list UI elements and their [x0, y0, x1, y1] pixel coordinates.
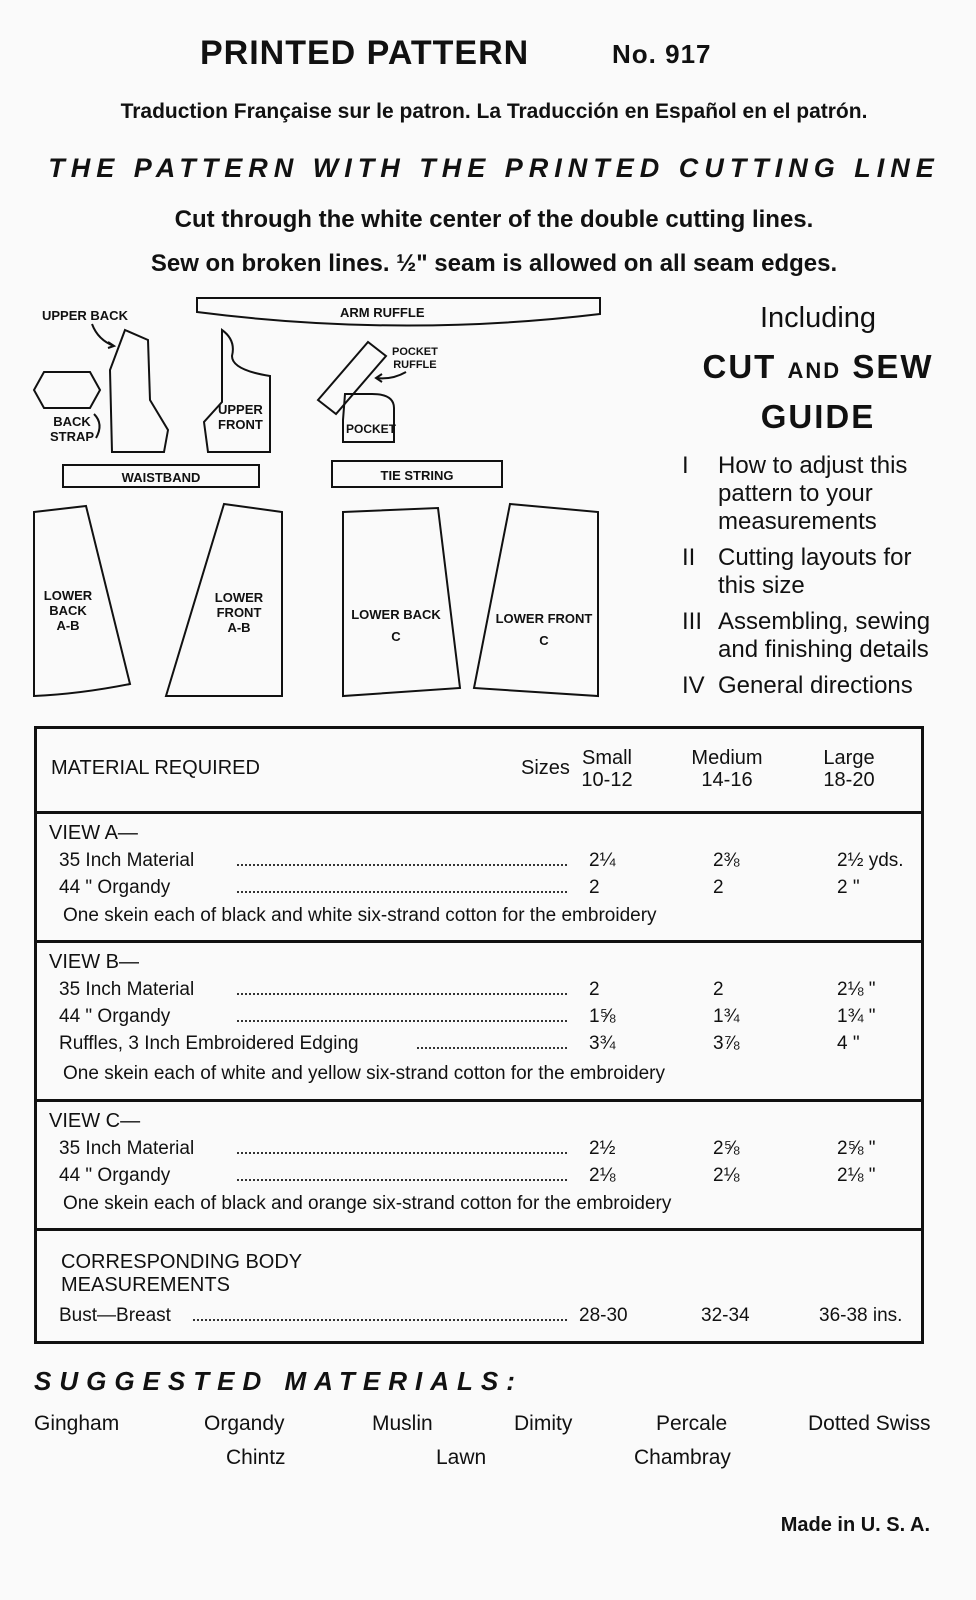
label-pocket-ruffle-line1: POCKET	[392, 346, 438, 358]
cell-large: 1¾ "	[837, 1006, 876, 1027]
guide-and: AND	[787, 358, 842, 383]
cell-small: 2¼	[589, 850, 616, 871]
upper-front-piece	[204, 330, 270, 452]
cell-small: 2⅛	[589, 1165, 616, 1186]
table-row	[37, 850, 921, 878]
suggested-item: Lawn	[436, 1446, 487, 1469]
sizes-label: Sizes	[521, 757, 570, 779]
guide-item-number: II	[682, 544, 696, 571]
label-lower-front-ab-line2: FRONT	[216, 605, 262, 620]
cell-medium: 2	[713, 979, 724, 1000]
translation-note: Traduction Française sur le patron. La Traducción en Español en el patrón.	[120, 100, 868, 123]
label-upper-front-line1: UPPER	[218, 402, 263, 417]
suggested-heading: SUGGESTED MATERIALS:	[34, 1366, 523, 1396]
instruction-cut: Cut through the white center of the double cutting lines.	[174, 206, 814, 233]
view-c-note: One skein each of black and orange six-strand cotton for the embroidery	[63, 1193, 672, 1214]
cell-small: 28-30	[579, 1305, 628, 1326]
cell-large: 2⅛ "	[837, 979, 876, 1000]
cell-small: 1⅝	[589, 1006, 616, 1027]
guide-item	[682, 544, 952, 600]
guide-cut-and-sew	[680, 348, 956, 386]
guide-item-text: Cutting layouts for this size	[718, 544, 912, 599]
guide-item	[682, 672, 952, 700]
lower-front-c-piece	[474, 504, 598, 696]
table-row	[37, 1165, 921, 1193]
label-pocket-ruffle	[392, 346, 438, 372]
size-small	[575, 747, 639, 791]
material-heading: MATERIAL REQUIRED	[51, 757, 260, 779]
cell-medium: 2	[713, 877, 724, 898]
upper-back-piece	[110, 330, 168, 452]
row-label: 35 Inch Material	[59, 850, 195, 871]
cell-large: 2⅝ "	[837, 1138, 876, 1159]
label-back-strap-line2: STRAP	[50, 429, 95, 444]
dot-leader	[237, 1020, 567, 1022]
guide-item-text: General directions	[718, 672, 913, 699]
guide-including: Including	[759, 302, 877, 334]
body-measurements-section	[37, 1231, 921, 1341]
table-row	[37, 1138, 921, 1166]
material-table	[34, 726, 924, 1344]
label-lower-back-ab-line3: A-B	[56, 618, 80, 633]
label-upper-front-line2: FRONT	[218, 417, 263, 432]
size-small-name: Small	[581, 747, 632, 769]
label-lower-back-c	[346, 604, 446, 648]
cell-medium: 2⅝	[713, 1138, 740, 1159]
suggested-item: Organdy	[204, 1412, 285, 1435]
label-lower-back-c-line2: C	[391, 629, 401, 644]
cell-medium: 3⅞	[713, 1033, 740, 1054]
table-row	[37, 979, 921, 1007]
instruction-sew: Sew on broken lines. ½" seam is allowed on all seam edges.	[150, 250, 838, 277]
table-row	[37, 1305, 921, 1333]
cell-medium: 32-34	[701, 1305, 750, 1326]
label-lower-front-ab-line3: A-B	[227, 620, 251, 635]
view-b-note: One skein each of white and yellow six-strand cotton for the embroidery	[63, 1063, 665, 1084]
dot-leader	[237, 891, 567, 893]
cell-medium: 1¾	[713, 1006, 740, 1027]
dot-leader	[237, 864, 567, 866]
dot-leader	[237, 1152, 567, 1154]
row-label: Ruffles, 3 Inch Embroidered Edging	[59, 1033, 359, 1054]
size-medium-name: Medium	[691, 747, 763, 769]
lower-back-c-piece	[343, 508, 460, 696]
size-medium	[677, 747, 777, 791]
guide-item-number: III	[682, 608, 703, 635]
cell-small: 2½	[589, 1138, 616, 1159]
size-medium-range: 14-16	[701, 769, 753, 791]
label-back-strap-line1: BACK	[53, 414, 91, 429]
body-heading-line2: MEASUREMENTS	[61, 1274, 230, 1296]
cell-small: 3¾	[589, 1033, 616, 1054]
cell-small: 2	[589, 877, 600, 898]
label-lower-back-ab-line1: LOWER	[43, 588, 93, 603]
dot-leader	[193, 1319, 567, 1321]
label-arm-ruffle: ARM RUFFLE	[340, 305, 425, 320]
table-row	[37, 1033, 921, 1061]
size-large-name: Large	[823, 747, 875, 769]
page-title: PRINTED PATTERN	[200, 34, 530, 72]
suggested-item: Dotted Swiss	[808, 1412, 931, 1435]
view-a-note: One skein each of black and white six-strand cotton for the embroidery	[63, 905, 657, 926]
title-bar	[0, 34, 976, 80]
view-c-section	[37, 1102, 921, 1231]
size-large	[809, 747, 889, 791]
table-row	[37, 1006, 921, 1034]
cell-large: 2½ yds.	[837, 850, 904, 871]
row-label: 35 Inch Material	[59, 979, 195, 1000]
view-b-section	[37, 943, 921, 1102]
cell-small: 2	[589, 979, 600, 1000]
cell-large: 36-38 ins.	[819, 1305, 903, 1326]
view-a-title: VIEW A—	[49, 822, 138, 844]
guide-item-text: How to adjust this pattern to your measurements	[718, 452, 908, 535]
label-lower-front-c-line2: C	[539, 633, 549, 648]
made-in-usa: Made in U. S. A.	[780, 1514, 930, 1536]
label-pocket-ruffle-line2: RUFFLE	[393, 359, 437, 371]
row-label: 44 " Organdy	[59, 1165, 171, 1186]
dot-leader	[237, 993, 567, 995]
guide-cut: CUT	[702, 348, 777, 385]
suggested-item: Chintz	[226, 1446, 286, 1469]
guide-word: GUIDE	[760, 398, 876, 435]
row-label: Bust—Breast	[59, 1305, 171, 1326]
label-waistband: WAISTBAND	[121, 470, 201, 485]
suggested-item: Dimity	[514, 1412, 573, 1435]
label-upper-front	[218, 402, 263, 432]
guide-item-number: I	[682, 452, 689, 479]
body-measurements-heading	[61, 1251, 302, 1297]
label-lower-front-c	[490, 608, 598, 652]
cell-medium: 2⅜	[713, 850, 740, 871]
body-heading-line1: CORRESPONDING BODY	[61, 1251, 303, 1273]
back-strap-arrow	[94, 414, 100, 438]
suggested-item: Gingham	[34, 1412, 120, 1435]
dot-leader	[417, 1047, 567, 1049]
suggested-item: Percale	[656, 1412, 728, 1435]
size-small-range: 10-12	[581, 769, 633, 791]
suggested-item: Chambray	[634, 1446, 731, 1469]
dot-leader	[237, 1179, 567, 1181]
row-label: 44 " Organdy	[59, 1006, 171, 1027]
cell-large: 2⅛ "	[837, 1165, 876, 1186]
material-table-header	[37, 729, 921, 814]
label-lower-back-ab-line2: BACK	[49, 603, 87, 618]
back-strap-piece	[34, 372, 100, 408]
guide-item-number: IV	[682, 672, 705, 699]
tagline: THE PATTERN WITH THE PRINTED CUTTING LINE	[48, 153, 940, 183]
label-back-strap	[50, 414, 94, 444]
label-lower-front-c-line1: LOWER FRONT	[495, 611, 593, 626]
guide-item	[682, 452, 952, 536]
table-row	[37, 877, 921, 905]
pattern-number: No. 917	[612, 39, 712, 69]
label-tie-string: TIE STRING	[380, 468, 454, 483]
view-a-section	[37, 814, 921, 943]
label-lower-back-c-line1: LOWER BACK	[351, 607, 441, 622]
cell-large: 4 "	[837, 1033, 860, 1054]
suggested-item: Muslin	[372, 1412, 433, 1435]
guide-list	[682, 452, 952, 708]
size-large-range: 18-20	[823, 769, 875, 791]
label-lower-front-ab-line1: LOWER	[214, 590, 264, 605]
guide-sew: SEW	[852, 348, 934, 385]
guide-item-text: Assembling, sewing and finishing details	[718, 608, 931, 663]
cell-medium: 2⅛	[713, 1165, 740, 1186]
view-c-title: VIEW C—	[49, 1110, 141, 1132]
cell-large: 2 "	[837, 877, 860, 898]
label-lower-front-ab	[208, 590, 270, 635]
row-label: 44 " Organdy	[59, 877, 171, 898]
label-pocket: POCKET	[346, 422, 397, 436]
label-upper-back: UPPER BACK	[42, 308, 128, 323]
label-lower-back-ab	[40, 588, 96, 633]
view-b-title: VIEW B—	[49, 951, 140, 973]
guide-item	[682, 608, 952, 664]
row-label: 35 Inch Material	[59, 1138, 195, 1159]
